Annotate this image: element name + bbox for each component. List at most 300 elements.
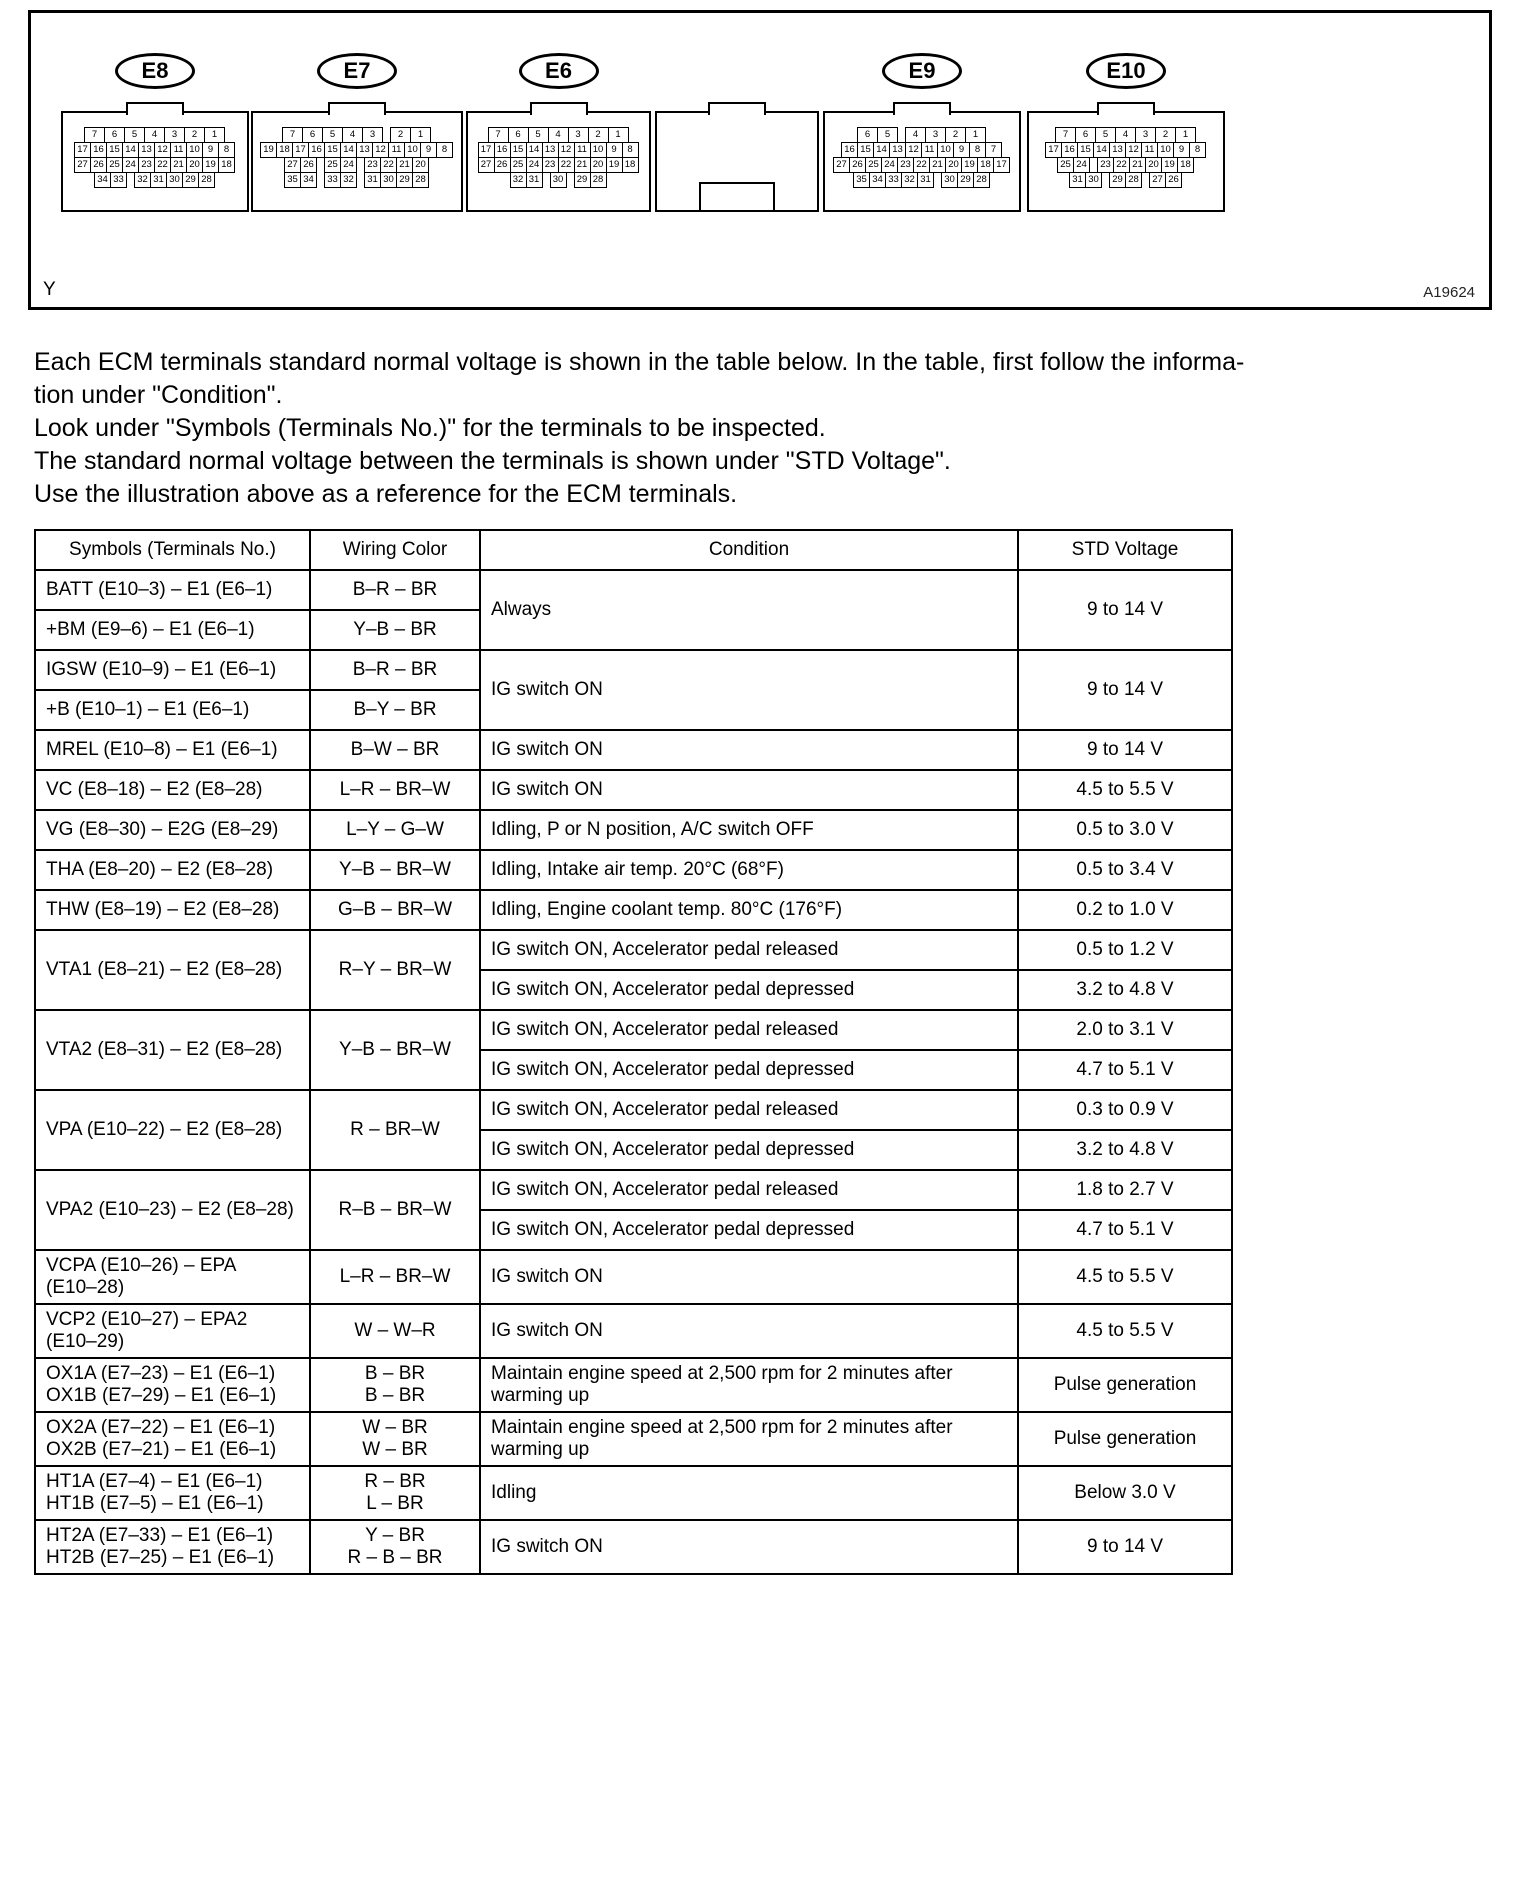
pin-e7-14: 14 (340, 142, 357, 158)
symbol-cell: +BM (E9–6) – E1 (E6–1) (35, 610, 310, 650)
pin-e8-31: 31 (150, 172, 167, 188)
pin-e10-28: 28 (1125, 172, 1142, 188)
wiring-color-cell: L–Y – G–W (310, 810, 480, 850)
pin-e9-13: 13 (889, 142, 906, 158)
pin-group (285, 172, 317, 188)
pin-row (827, 172, 1017, 188)
pin-e7-19: 19 (260, 142, 277, 158)
pin-e7-7: 7 (282, 127, 303, 143)
pin-e9-25: 25 (865, 157, 882, 173)
symbol-cell: VTA2 (E8–31) – E2 (E8–28) (35, 1010, 310, 1090)
pin-e10-24: 24 (1073, 157, 1090, 173)
table-row (35, 1466, 1232, 1520)
symbol-cell: IGSW (E10–9) – E1 (E6–1) (35, 650, 310, 690)
condition-cell: Always (480, 570, 1018, 650)
pin-e7-22: 22 (380, 157, 397, 173)
pin-e6-4: 4 (548, 127, 569, 143)
pin-group (285, 157, 317, 173)
connector-housing (251, 111, 463, 212)
pin-e6-19: 19 (606, 157, 623, 173)
connector-e8 (61, 53, 249, 212)
pin-e7-3: 3 (362, 127, 383, 143)
pin-e7-12: 12 (372, 142, 389, 158)
connector-housing (1027, 111, 1225, 212)
pin-e9-34: 34 (869, 172, 886, 188)
wiring-color-cell: Y–B – BR–W (310, 850, 480, 890)
condition-cell: IG switch ON (480, 1304, 1018, 1358)
condition-cell: IG switch ON, Accelerator pedal released (480, 930, 1018, 970)
pin-e8-5: 5 (124, 127, 145, 143)
pin-e10-25: 25 (1057, 157, 1074, 173)
pin-e10-12: 12 (1125, 142, 1142, 158)
pin-e8-6: 6 (104, 127, 125, 143)
voltage-table (34, 529, 1233, 1575)
pin-group (1056, 127, 1196, 143)
std-voltage-cell: 4.5 to 5.5 V (1018, 1304, 1232, 1358)
pin-e9-33: 33 (885, 172, 902, 188)
pin-e6-3: 3 (568, 127, 589, 143)
pin-e7-26: 26 (300, 157, 317, 173)
pin-e9-17: 17 (993, 157, 1010, 173)
pin-row (65, 172, 245, 188)
pin-group (1110, 172, 1142, 188)
pin-e10-11: 11 (1141, 142, 1158, 158)
pin-e9-28: 28 (973, 172, 990, 188)
symbol-cell: THW (E8–19) – E2 (E8–28) (35, 890, 310, 930)
pin-e7-20: 20 (412, 157, 429, 173)
table-body (35, 570, 1232, 1574)
column-header: Condition (480, 530, 1018, 570)
pin-group (511, 172, 543, 188)
std-voltage-cell: 1.8 to 2.7 V (1018, 1170, 1232, 1210)
pin-e9-35: 35 (853, 172, 870, 188)
std-voltage-cell: 9 to 14 V (1018, 1520, 1232, 1574)
pin-group (479, 142, 639, 158)
pin-group (575, 172, 607, 188)
pin-e8-13: 13 (138, 142, 155, 158)
connector-e6 (466, 53, 651, 212)
pin-group (942, 172, 990, 188)
pin-e7-2: 2 (390, 127, 411, 143)
pin-e7-25: 25 (324, 157, 341, 173)
pin-group (261, 142, 453, 158)
pin-e9-32: 32 (901, 172, 918, 188)
pin-e10-15: 15 (1077, 142, 1094, 158)
pin-e10-22: 22 (1113, 157, 1130, 173)
condition-cell: Idling, Engine coolant temp. 80°C (176°F) (480, 890, 1018, 930)
pin-e8-20: 20 (186, 157, 203, 173)
table-row (35, 730, 1232, 770)
pin-e7-33: 33 (324, 172, 341, 188)
pin-row (1031, 157, 1221, 173)
pin-e8-25: 25 (106, 157, 123, 173)
symbol-cell: MREL (E10–8) – E1 (E6–1) (35, 730, 310, 770)
pin-e10-26: 26 (1165, 172, 1182, 188)
pin-row (1031, 142, 1221, 158)
pin-e7-30: 30 (380, 172, 397, 188)
pin-e10-1: 1 (1175, 127, 1196, 143)
table-row (35, 1520, 1232, 1574)
wiring-color-cell: L–R – BR–W (310, 770, 480, 810)
pin-e10-8: 8 (1189, 142, 1206, 158)
pin-e7-4: 4 (342, 127, 363, 143)
symbol-cell: +B (E10–1) – E1 (E6–1) (35, 690, 310, 730)
pin-row (65, 142, 245, 158)
pin-e6-5: 5 (528, 127, 549, 143)
pin-row (255, 127, 459, 143)
pin-e8-21: 21 (170, 157, 187, 173)
pin-group (135, 172, 215, 188)
pin-e9-3: 3 (925, 127, 946, 143)
pin-e7-23: 23 (364, 157, 381, 173)
connector-blank (655, 53, 819, 212)
pin-e10-7: 7 (1055, 127, 1076, 143)
pin-e8-12: 12 (154, 142, 171, 158)
pin-e6-22: 22 (558, 157, 575, 173)
condition-cell: IG switch ON, Accelerator pedal released (480, 1170, 1018, 1210)
pin-e9-4: 4 (905, 127, 926, 143)
pin-group (365, 157, 429, 173)
pin-e8-28: 28 (198, 172, 215, 188)
std-voltage-cell: 9 to 14 V (1018, 650, 1232, 730)
pin-e10-21: 21 (1129, 157, 1146, 173)
pin-e6-24: 24 (526, 157, 543, 173)
symbol-cell: HT2A (E7–33) – E1 (E6–1) HT2B (E7–25) – E1 (E6–1) (35, 1520, 310, 1574)
pin-e7-31: 31 (364, 172, 381, 188)
wiring-color-cell: B – BR B – BR (310, 1358, 480, 1412)
std-voltage-cell: 0.3 to 0.9 V (1018, 1090, 1232, 1130)
pin-e8-32: 32 (134, 172, 151, 188)
pin-row (827, 127, 1017, 143)
condition-cell: IG switch ON, Accelerator pedal released (480, 1010, 1018, 1050)
pin-e6-2: 2 (588, 127, 609, 143)
condition-cell: IG switch ON, Accelerator pedal depressed (480, 1130, 1018, 1170)
pin-e7-18: 18 (276, 142, 293, 158)
condition-cell: IG switch ON, Accelerator pedal depressed (480, 970, 1018, 1010)
pin-e9-18: 18 (977, 157, 994, 173)
pin-e8-7: 7 (84, 127, 105, 143)
pin-group (1070, 172, 1102, 188)
pin-e6-29: 29 (574, 172, 591, 188)
symbol-cell: OX1A (E7–23) – E1 (E6–1) OX1B (E7–29) – E1 (E6–1) (35, 1358, 310, 1412)
pin-e6-15: 15 (510, 142, 527, 158)
std-voltage-cell: 3.2 to 4.8 V (1018, 1130, 1232, 1170)
pin-e8-33: 33 (110, 172, 127, 188)
pin-e9-24: 24 (881, 157, 898, 173)
pin-group (489, 127, 629, 143)
pin-e8-2: 2 (184, 127, 205, 143)
pin-e9-26: 26 (849, 157, 866, 173)
pin-e9-14: 14 (873, 142, 890, 158)
pin-e6-32: 32 (510, 172, 527, 188)
pin-e6-21: 21 (574, 157, 591, 173)
std-voltage-cell: 0.2 to 1.0 V (1018, 890, 1232, 930)
pin-e10-18: 18 (1177, 157, 1194, 173)
pin-e9-6: 6 (857, 127, 878, 143)
pin-row (255, 142, 459, 158)
pin-e8-11: 11 (170, 142, 187, 158)
pin-e8-18: 18 (218, 157, 235, 173)
pin-e9-2: 2 (945, 127, 966, 143)
pin-group (906, 127, 986, 143)
wiring-color-cell: W – BR W – BR (310, 1412, 480, 1466)
pin-group (365, 172, 429, 188)
pin-e7-17: 17 (292, 142, 309, 158)
pin-e6-26: 26 (494, 157, 511, 173)
pin-e7-35: 35 (284, 172, 301, 188)
connector-housing (61, 111, 249, 212)
pin-e10-20: 20 (1145, 157, 1162, 173)
wiring-color-cell: Y–B – BR–W (310, 1010, 480, 1090)
table-row (35, 890, 1232, 930)
pin-group (834, 157, 1010, 173)
column-header: Symbols (Terminals No.) (35, 530, 310, 570)
pin-row (255, 172, 459, 188)
pin-group (95, 172, 127, 188)
wiring-color-cell: G–B – BR–W (310, 890, 480, 930)
column-header: STD Voltage (1018, 530, 1232, 570)
pin-row (470, 157, 647, 173)
pin-e8-30: 30 (166, 172, 183, 188)
pin-e7-34: 34 (300, 172, 317, 188)
pin-e10-14: 14 (1093, 142, 1110, 158)
pin-e8-3: 3 (164, 127, 185, 143)
wiring-color-cell: B–Y – BR (310, 690, 480, 730)
wiring-color-cell: B–R – BR (310, 570, 480, 610)
wiring-color-cell: R–B – BR–W (310, 1170, 480, 1250)
pin-e10-29: 29 (1109, 172, 1126, 188)
pin-e8-27: 27 (74, 157, 91, 173)
pin-e9-23: 23 (897, 157, 914, 173)
pin-e8-1: 1 (204, 127, 225, 143)
pin-group (283, 127, 383, 143)
pin-e7-28: 28 (412, 172, 429, 188)
connector-housing (466, 111, 651, 212)
pin-e6-13: 13 (542, 142, 559, 158)
intro-line: The standard normal voltage between the terminals is shown under "STD Voltage". (34, 447, 951, 475)
std-voltage-cell: 4.5 to 5.5 V (1018, 770, 1232, 810)
table-row (35, 1090, 1232, 1130)
pin-e10-17: 17 (1045, 142, 1062, 158)
pin-e10-2: 2 (1155, 127, 1176, 143)
table-row (35, 1010, 1232, 1050)
condition-cell: Idling, Intake air temp. 20°C (68°F) (480, 850, 1018, 890)
condition-cell: IG switch ON, Accelerator pedal released (480, 1090, 1018, 1130)
wiring-color-cell: R – BR–W (310, 1090, 480, 1170)
std-voltage-cell: 2.0 to 3.1 V (1018, 1010, 1232, 1050)
pin-e8-24: 24 (122, 157, 139, 173)
condition-cell: IG switch ON (480, 730, 1018, 770)
pin-e9-27: 27 (833, 157, 850, 173)
pin-e9-22: 22 (913, 157, 930, 173)
pin-group (842, 142, 1002, 158)
std-voltage-cell: 0.5 to 3.4 V (1018, 850, 1232, 890)
symbol-cell: VTA1 (E8–21) – E2 (E8–28) (35, 930, 310, 1010)
std-voltage-cell: 4.7 to 5.1 V (1018, 1050, 1232, 1090)
pin-e9-31: 31 (917, 172, 934, 188)
pin-group (1150, 172, 1182, 188)
intro-line: tion under "Condition". (34, 381, 283, 409)
symbol-cell: VCPA (E10–26) – EPA (E10–28) (35, 1250, 310, 1304)
pin-e6-11: 11 (574, 142, 591, 158)
pin-row (255, 157, 459, 173)
pin-e7-8: 8 (436, 142, 453, 158)
pin-e9-10: 10 (937, 142, 954, 158)
pin-e10-13: 13 (1109, 142, 1126, 158)
pin-e8-26: 26 (90, 157, 107, 173)
pin-e8-16: 16 (90, 142, 107, 158)
pin-row (65, 127, 245, 143)
pin-e9-30: 30 (941, 172, 958, 188)
std-voltage-cell: Pulse generation (1018, 1412, 1232, 1466)
pin-group (479, 157, 639, 173)
pin-row (1031, 127, 1221, 143)
pin-row (827, 157, 1017, 173)
std-voltage-cell: Pulse generation (1018, 1358, 1232, 1412)
pin-e6-23: 23 (542, 157, 559, 173)
condition-cell: IG switch ON (480, 1250, 1018, 1304)
pin-e10-19: 19 (1161, 157, 1178, 173)
condition-cell: Maintain engine speed at 2,500 rpm for 2 minutes after warming up (480, 1358, 1018, 1412)
pin-e10-27: 27 (1149, 172, 1166, 188)
pin-e8-29: 29 (182, 172, 199, 188)
pin-e6-14: 14 (526, 142, 543, 158)
pin-group (75, 142, 235, 158)
pin-e9-19: 19 (961, 157, 978, 173)
wiring-color-cell: B–W – BR (310, 730, 480, 770)
pin-group (85, 127, 225, 143)
pin-e7-15: 15 (324, 142, 341, 158)
ecm-connector-figure (28, 10, 1492, 310)
wiring-color-cell: B–R – BR (310, 650, 480, 690)
pin-group (325, 157, 357, 173)
pin-e10-3: 3 (1135, 127, 1156, 143)
pin-group (551, 172, 567, 188)
condition-cell: IG switch ON (480, 650, 1018, 730)
pin-group (75, 157, 235, 173)
pin-row (1031, 172, 1221, 188)
pin-e10-5: 5 (1095, 127, 1116, 143)
connector-housing (823, 111, 1021, 212)
pin-e8-14: 14 (122, 142, 139, 158)
pin-e7-13: 13 (356, 142, 373, 158)
intro-line: Look under "Symbols (Terminals No.)" for the terminals to be inspected. (34, 414, 826, 442)
condition-cell: Idling (480, 1466, 1018, 1520)
pin-e6-10: 10 (590, 142, 607, 158)
pin-e9-1: 1 (965, 127, 986, 143)
table-row (35, 570, 1232, 610)
symbol-cell: THA (E8–20) – E2 (E8–28) (35, 850, 310, 890)
pin-group (1046, 142, 1206, 158)
intro-text (34, 346, 1486, 511)
pin-e7-1: 1 (410, 127, 431, 143)
pin-e10-10: 10 (1157, 142, 1174, 158)
pin-group (1058, 157, 1090, 173)
pin-e8-22: 22 (154, 157, 171, 173)
pin-e6-20: 20 (590, 157, 607, 173)
std-voltage-cell: 0.5 to 3.0 V (1018, 810, 1232, 850)
pin-e7-9: 9 (420, 142, 437, 158)
pin-e10-4: 4 (1115, 127, 1136, 143)
pin-e6-27: 27 (478, 157, 495, 173)
connector-label-e10: E10 (1086, 53, 1166, 89)
figure-corner-label: Y (43, 279, 56, 300)
pin-e8-19: 19 (202, 157, 219, 173)
pin-group (854, 172, 934, 188)
pin-e9-16: 16 (841, 142, 858, 158)
pin-e8-9: 9 (202, 142, 219, 158)
pin-e10-6: 6 (1075, 127, 1096, 143)
symbol-cell: OX2A (E7–22) – E1 (E6–1) OX2B (E7–21) – E1 (E6–1) (35, 1412, 310, 1466)
pin-e7-21: 21 (396, 157, 413, 173)
pin-e7-29: 29 (396, 172, 413, 188)
pin-e8-17: 17 (74, 142, 91, 158)
symbol-cell: VG (E8–30) – E2G (E8–29) (35, 810, 310, 850)
pin-e8-34: 34 (94, 172, 111, 188)
table-row (35, 1358, 1232, 1412)
pin-e6-9: 9 (606, 142, 623, 158)
pin-e9-12: 12 (905, 142, 922, 158)
pin-e6-8: 8 (622, 142, 639, 158)
pin-e7-5: 5 (322, 127, 343, 143)
pin-e9-21: 21 (929, 157, 946, 173)
pin-e6-25: 25 (510, 157, 527, 173)
pin-group (325, 172, 357, 188)
pin-e8-23: 23 (138, 157, 155, 173)
symbol-cell: VPA (E10–22) – E2 (E8–28) (35, 1090, 310, 1170)
pin-row (470, 172, 647, 188)
pin-e6-16: 16 (494, 142, 511, 158)
figure-id: A19624 (1423, 284, 1475, 301)
pin-e9-15: 15 (857, 142, 874, 158)
pin-e10-31: 31 (1069, 172, 1086, 188)
wiring-color-cell: R–Y – BR–W (310, 930, 480, 1010)
pin-e6-6: 6 (508, 127, 529, 143)
connector-label-e9: E9 (882, 53, 962, 89)
pin-e6-31: 31 (526, 172, 543, 188)
connector-e10 (1027, 53, 1225, 212)
pin-e10-23: 23 (1097, 157, 1114, 173)
pin-e10-9: 9 (1173, 142, 1190, 158)
pin-e9-8: 8 (969, 142, 986, 158)
table-row (35, 1170, 1232, 1210)
pin-e9-11: 11 (921, 142, 938, 158)
condition-cell: Maintain engine speed at 2,500 rpm for 2 minutes after warming up (480, 1412, 1018, 1466)
table-row (35, 1304, 1232, 1358)
pin-e8-15: 15 (106, 142, 123, 158)
pin-e9-7: 7 (985, 142, 1002, 158)
connector-label-e8: E8 (115, 53, 195, 89)
pin-e7-32: 32 (340, 172, 357, 188)
pin-e7-24: 24 (340, 157, 357, 173)
table-row (35, 1250, 1232, 1304)
pin-e7-11: 11 (388, 142, 405, 158)
std-voltage-cell: 4.7 to 5.1 V (1018, 1210, 1232, 1250)
pin-e6-28: 28 (590, 172, 607, 188)
connector-label-e6: E6 (519, 53, 599, 89)
wiring-color-cell: W – W–R (310, 1304, 480, 1358)
pin-e8-8: 8 (218, 142, 235, 158)
symbol-cell: VC (E8–18) – E2 (E8–28) (35, 770, 310, 810)
pin-e6-18: 18 (622, 157, 639, 173)
std-voltage-cell: 9 to 14 V (1018, 730, 1232, 770)
symbol-cell: HT1A (E7–4) – E1 (E6–1) HT1B (E7–5) – E1 (E6–1) (35, 1466, 310, 1520)
pin-group (391, 127, 431, 143)
pin-e9-29: 29 (957, 172, 974, 188)
pin-e7-10: 10 (404, 142, 421, 158)
condition-cell: Idling, P or N position, A/C switch OFF (480, 810, 1018, 850)
std-voltage-cell: 9 to 14 V (1018, 570, 1232, 650)
